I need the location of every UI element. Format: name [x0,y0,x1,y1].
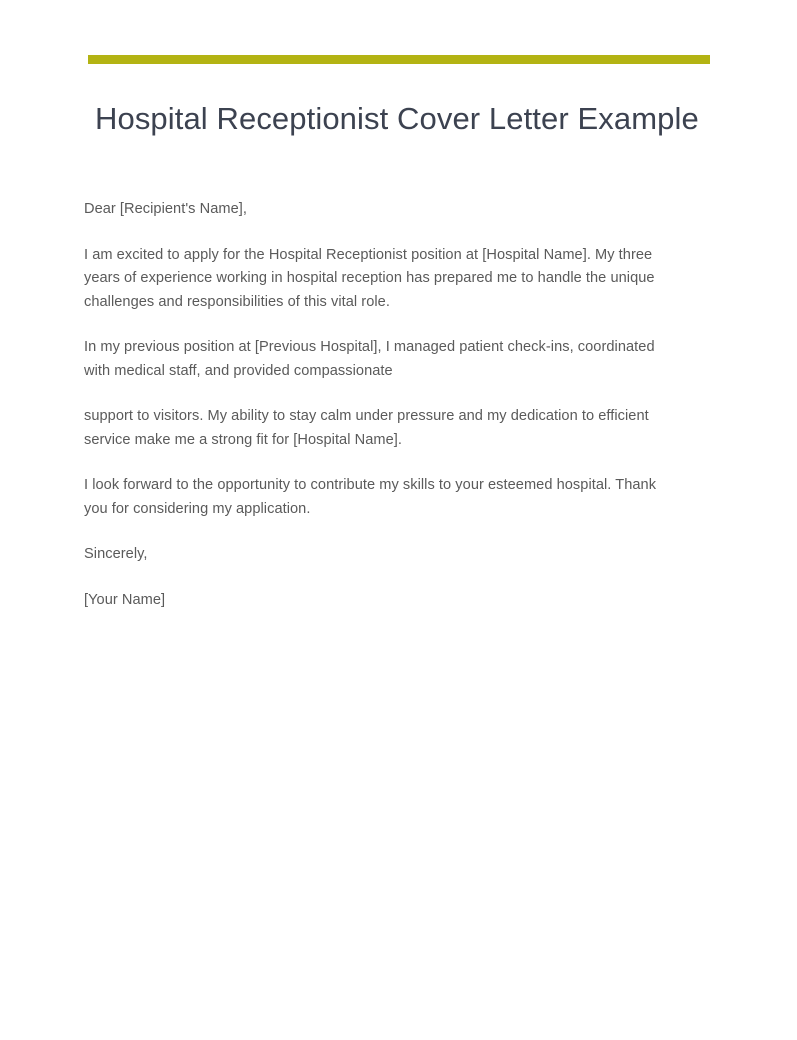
title-accent-bar [88,55,710,64]
letter-paragraph-experience: In my previous position at [Previous Hospital], I managed patient check-ins, coordinated with medical staff, and provided compassionate [84,339,655,379]
letter-paragraph-intro: I am excited to apply for the Hospital Receptionist position at [Hospital Name]. My three years of experience working in hospital reception has prepared me to handle the unique challenges and responsibilities of this vital role. [84,246,655,310]
letter-paragraph-salutation: Dear [Recipient's Name], [84,201,247,217]
letter-paragraph-signoff: Sincerely, [84,546,148,562]
page-title: Hospital Receptionist Cover Letter Example [95,101,699,136]
letter-paragraph-signature: [Your Name] [84,591,166,608]
cover-letter-body [84,198,674,612]
letter-paragraph-skills: support to visitors. My ability to stay calm under pressure and my dedication to efficient service make me a strong fit for [Hospital Name]. [84,408,649,448]
letter-paragraph-closing: I look forward to the opportunity to contribute my skills to your esteemed hospital. Thank you for considering my application. [84,477,657,517]
